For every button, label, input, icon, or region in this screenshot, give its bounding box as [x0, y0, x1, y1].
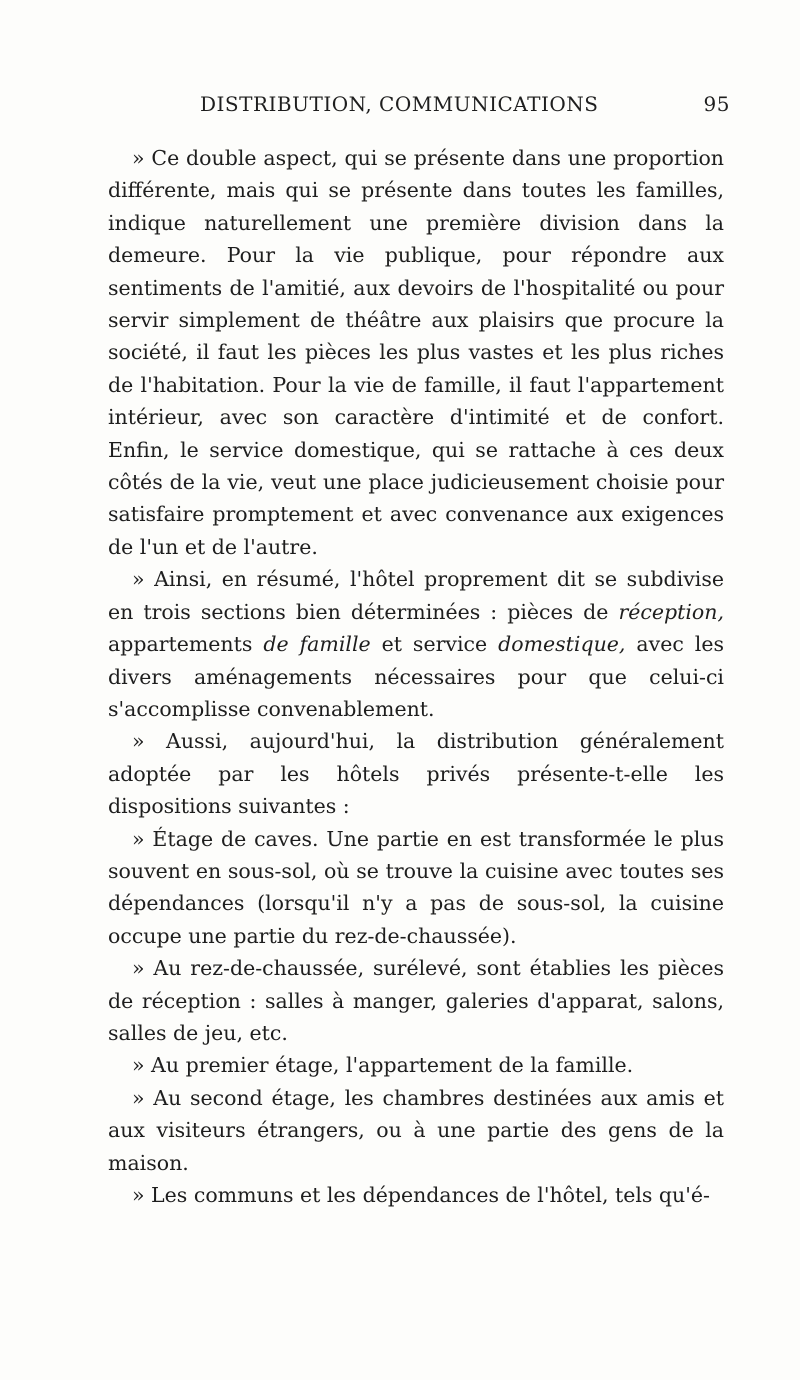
- paragraph-sections-text: avec les divers aménagements nécessaires pour que celui-ci s'accomplisse convenablement.: [108, 632, 724, 721]
- paragraph-double-aspect: » Ce double aspect, qui se présente dans une proportion différente, mais qui se présente dans toutes les familles, indique naturellement une première division dans la demeure. Pour la vie publique, pour répondre aux sentiments de l'amitié, aux devoirs de l'hospitalité ou pour servir simplement de théâtre aux plaisirs que procure la société, il faut les pièces les plus vastes et les plus riches de l'habitation. Pour la vie de famille, il faut l'appartement intérieur, avec son caractère d'intimité et de confort. Enfin, le service domestique, qui se rattache à ces deux côtés de la vie, veut une place judicieusement choisie pour satisfaire promptement et avec convenance aux exigences de l'un et de l'autre.: [108, 146, 724, 559]
- emphasis-famille: de famille: [263, 632, 371, 657]
- paragraph-sections-text: » Ainsi, en résumé, l'hôtel proprement dit se subdivise en trois sections bien déterminées : pièces de: [108, 567, 724, 624]
- page-number: 95: [703, 92, 730, 116]
- body-text: [108, 142, 724, 1211]
- emphasis-domestique: domestique,: [498, 632, 626, 657]
- paragraph-second-etage: » Au second étage, les chambres destinées aux amis et aux visiteurs étrangers, ou à une partie des gens de la maison.: [108, 1085, 724, 1175]
- paragraph-sections-text: et service: [370, 632, 499, 657]
- paragraph-caves: » Étage de caves. Une partie en est transformée le plus souvent en sous-sol, où se trouve la cuisine avec toutes ses dépendances (lorsqu'il n'y a pas de sous-sol, la cuisine occupe une partie du rez-de-chaussée).: [108, 826, 724, 948]
- paragraph-sections: [108, 563, 724, 725]
- paragraph-dispositions: » Aussi, aujourd'hui, la distribution généralement adoptée par les hôtels privés présente-t-elle les dispositions suivantes :: [108, 729, 724, 819]
- paragraph-premier-etage: » Au premier étage, l'appartement de la famille.: [132, 1053, 634, 1078]
- paragraph-sections-text: appartements: [108, 632, 264, 657]
- running-title: DISTRIBUTION, COMMUNICATIONS: [200, 92, 599, 116]
- emphasis-reception: réception,: [618, 599, 724, 624]
- running-head: [190, 92, 730, 122]
- paragraph-rez-de-chaussee: » Au rez-de-chaussée, surélevé, sont établies les pièces de réception : salles à manger, galeries d'apparat, salons, salles de jeu, etc.: [108, 956, 724, 1045]
- paragraph-communs: » Les communs et les dépendances de l'hôtel, tels qu'é-: [132, 1183, 710, 1207]
